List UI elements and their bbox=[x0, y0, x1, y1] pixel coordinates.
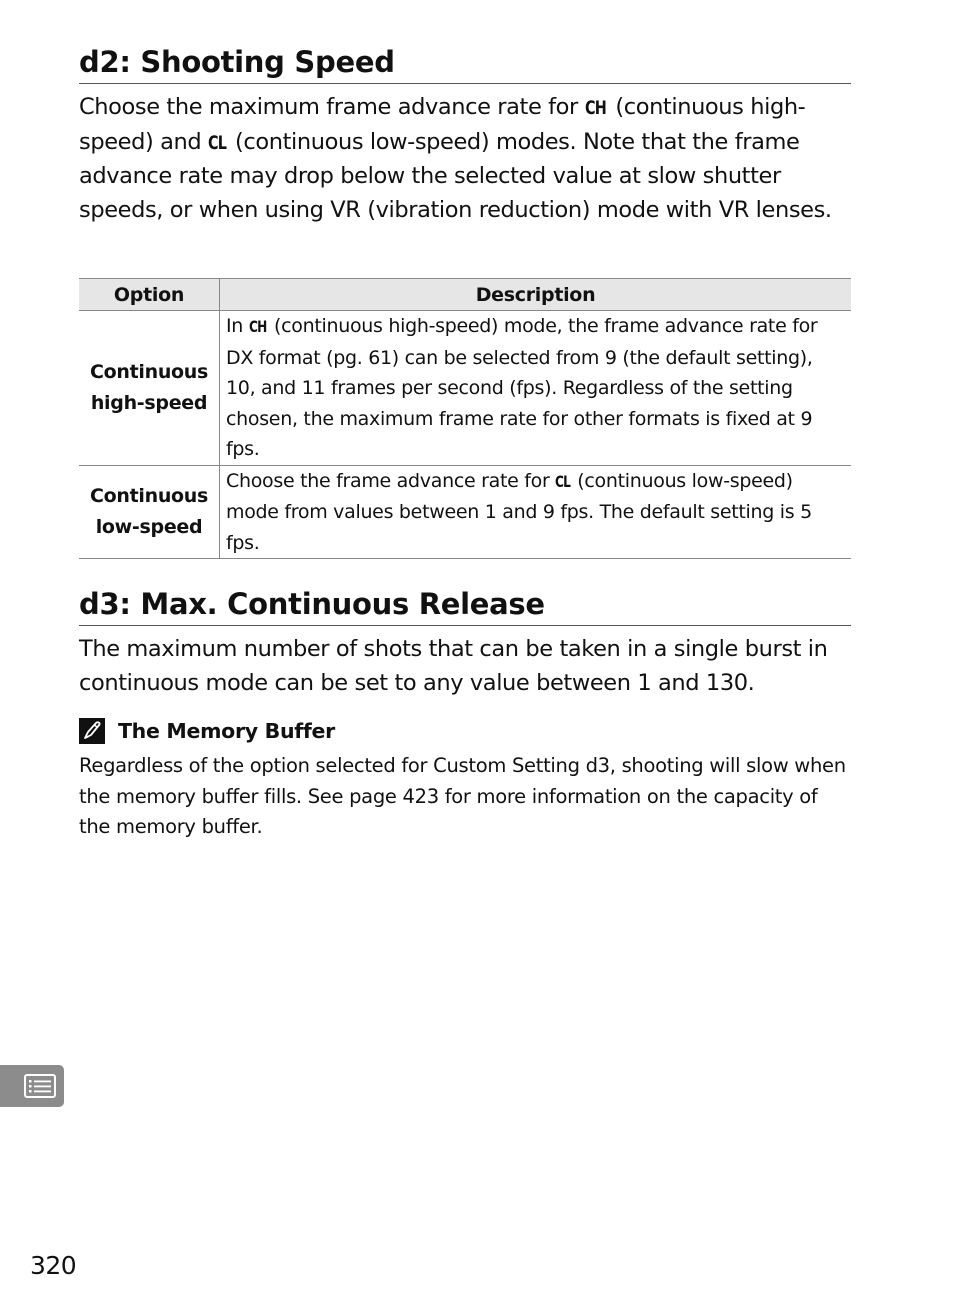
d2-intro-part-1: Choose the maximum frame advance rate for bbox=[79, 94, 585, 120]
custom-settings-tab bbox=[0, 1065, 64, 1107]
continuous-low-icon: CL bbox=[208, 132, 227, 154]
description-cell bbox=[220, 311, 852, 466]
d2-heading: d2: Shooting Speed bbox=[79, 46, 851, 84]
note-heading bbox=[79, 718, 335, 744]
continuous-high-icon: CH bbox=[248, 318, 267, 336]
d2-intro bbox=[79, 91, 851, 227]
continuous-high-icon: CH bbox=[584, 98, 606, 119]
pencil-note-icon bbox=[79, 718, 105, 744]
header-option: Option bbox=[79, 279, 220, 311]
d3-body: The maximum number of shots that can be taken in a single burst in continuous mode can be set to any value between 1 and 130. bbox=[79, 636, 828, 696]
description-text: In bbox=[226, 315, 249, 337]
note-title: The Memory Buffer bbox=[118, 719, 335, 743]
header-description: Description bbox=[220, 279, 852, 311]
custom-settings-menu-icon bbox=[24, 1074, 56, 1098]
table-header-row bbox=[79, 279, 851, 311]
d2-intro-part-2: (continuous high-speed) and bbox=[79, 94, 806, 155]
description-text: (continuous high-speed) mode, the frame advance rate for DX format (pg. 61) can be selected from 9 (the default setting), 10, and 11 frames per second (fps). Regardless of the setting chosen, the maximum frame rate for other formats is fixed at 9 fps. bbox=[226, 315, 818, 460]
description-text: Choose the frame advance rate for bbox=[226, 469, 556, 492]
continuous-low-icon: CL bbox=[555, 472, 571, 491]
page-number: 320 bbox=[30, 1251, 77, 1280]
d2-intro-part-3: (continuous low-speed) modes. Note that the frame advance rate may drop below the selected value at slow shutter speeds, or when using VR (vibration reduction) mode with VR lenses. bbox=[79, 128, 832, 223]
description-text: (continuous low-speed) mode from values between 1 and 9 fps. The default setting is 5 fps. bbox=[226, 469, 812, 554]
table-row bbox=[79, 311, 851, 466]
description-cell bbox=[220, 465, 852, 559]
table-row bbox=[79, 465, 851, 559]
option-cell: Continuous high-speed bbox=[79, 311, 220, 466]
note-body: Regardless of the option selected for Custom Setting d3, shooting will slow when the memory buffer fills. See page 423 for more information on the capacity of the memory buffer. bbox=[79, 754, 846, 838]
option-cell: Continuous low-speed bbox=[79, 465, 220, 559]
shooting-speed-table bbox=[79, 278, 851, 559]
d3-heading: d3: Max. Continuous Release bbox=[79, 588, 851, 626]
